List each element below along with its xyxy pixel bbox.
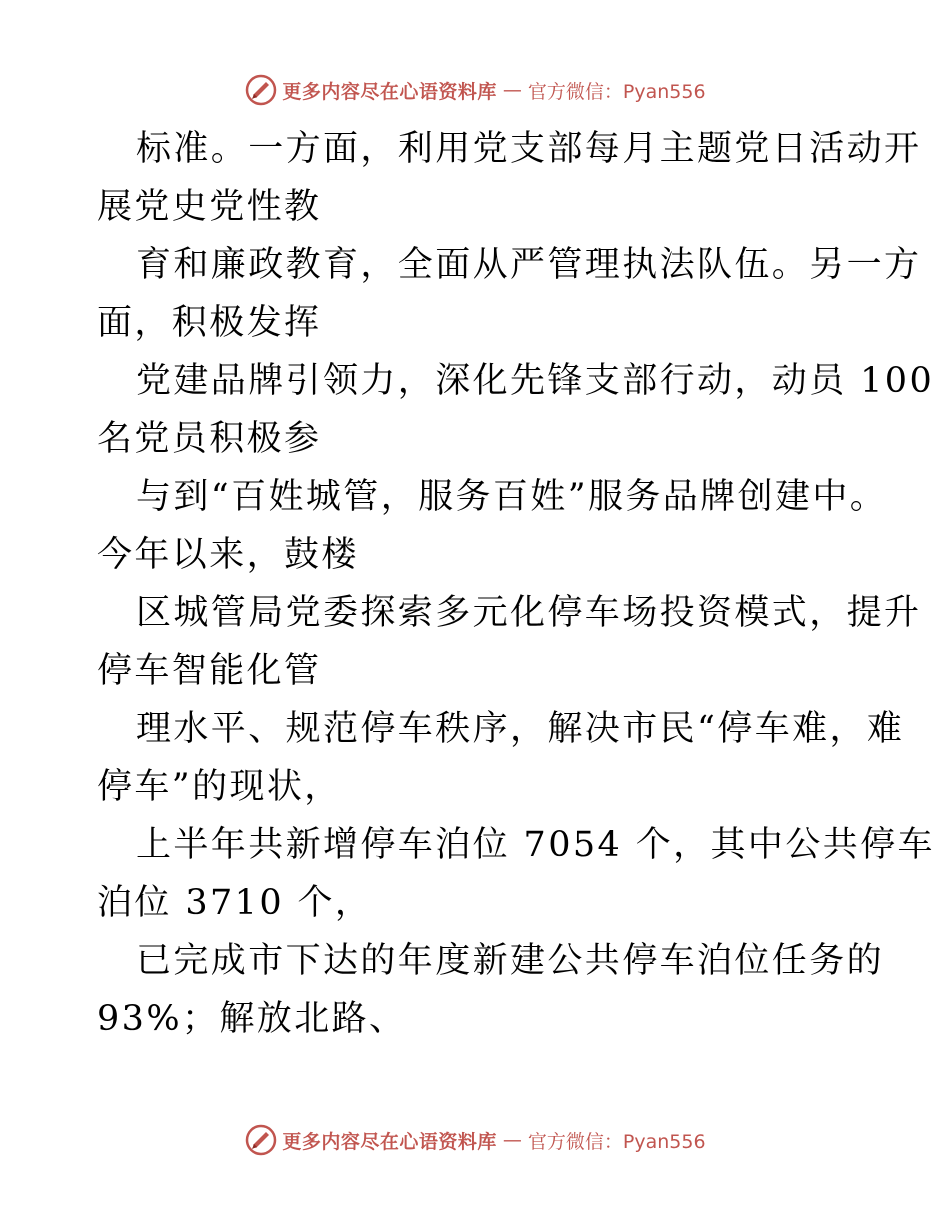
paragraph-line: 理水平、规范停车秩序，解决市民“停车难，难 [136, 709, 905, 749]
paragraph-line: 93%；解放北路、 [97, 999, 407, 1039]
paragraph-line: 泊位 3710 个， [97, 883, 373, 923]
footer-watermark [0, 1120, 950, 1160]
paragraph-line: 育和廉政教育，全面从严管理执法队伍。另一方 [136, 245, 922, 285]
paragraph-line: 展党史党性教 [97, 187, 322, 227]
paragraph [97, 584, 922, 700]
footer-separator: — [502, 1129, 522, 1151]
header-watermark [0, 70, 950, 110]
footer-brand-text: 更多内容尽在心语资料库 [282, 1130, 497, 1153]
header-brand-text: 更多内容尽在心语资料库 [282, 80, 497, 103]
paragraph-line: 上半年共新增停车泊位 7054 个，其中公共停车 [136, 825, 935, 865]
paragraph [97, 932, 885, 1048]
header-wechat-text: 官方微信：Pyan556 [527, 80, 706, 103]
paragraph-line: 已完成市下达的年度新建公共停车泊位任务的 [136, 941, 885, 981]
paragraph [97, 816, 935, 932]
header-separator: — [502, 79, 522, 101]
paragraph-line: 标准。一方面，利用党支部每月主题党日活动开 [136, 129, 922, 169]
paragraph-line: 今年以来，鼓楼 [97, 535, 359, 575]
document-body [97, 120, 935, 1048]
paragraph [97, 236, 922, 352]
paragraph [97, 120, 922, 236]
paragraph-line: 区城管局党委探索多元化停车场投资模式，提升 [136, 593, 922, 633]
pen-logo-icon [244, 73, 278, 107]
paragraph-line: 党建品牌引领力，深化先锋支部行动，动员 100 [136, 361, 935, 401]
paragraph-line: 停车”的现状， [97, 767, 342, 807]
paragraph-line: 与到“百姓城管，服务百姓”服务品牌创建中。 [136, 477, 888, 517]
paragraph-line: 面，积极发挥 [97, 303, 322, 343]
paragraph [97, 468, 888, 584]
paragraph-line: 停车智能化管 [97, 651, 322, 691]
paragraph-line: 名党员积极参 [97, 419, 322, 459]
pen-logo-icon [244, 1123, 278, 1157]
footer-wechat-text: 官方微信：Pyan556 [527, 1130, 706, 1153]
paragraph [97, 700, 905, 816]
paragraph [97, 352, 935, 468]
